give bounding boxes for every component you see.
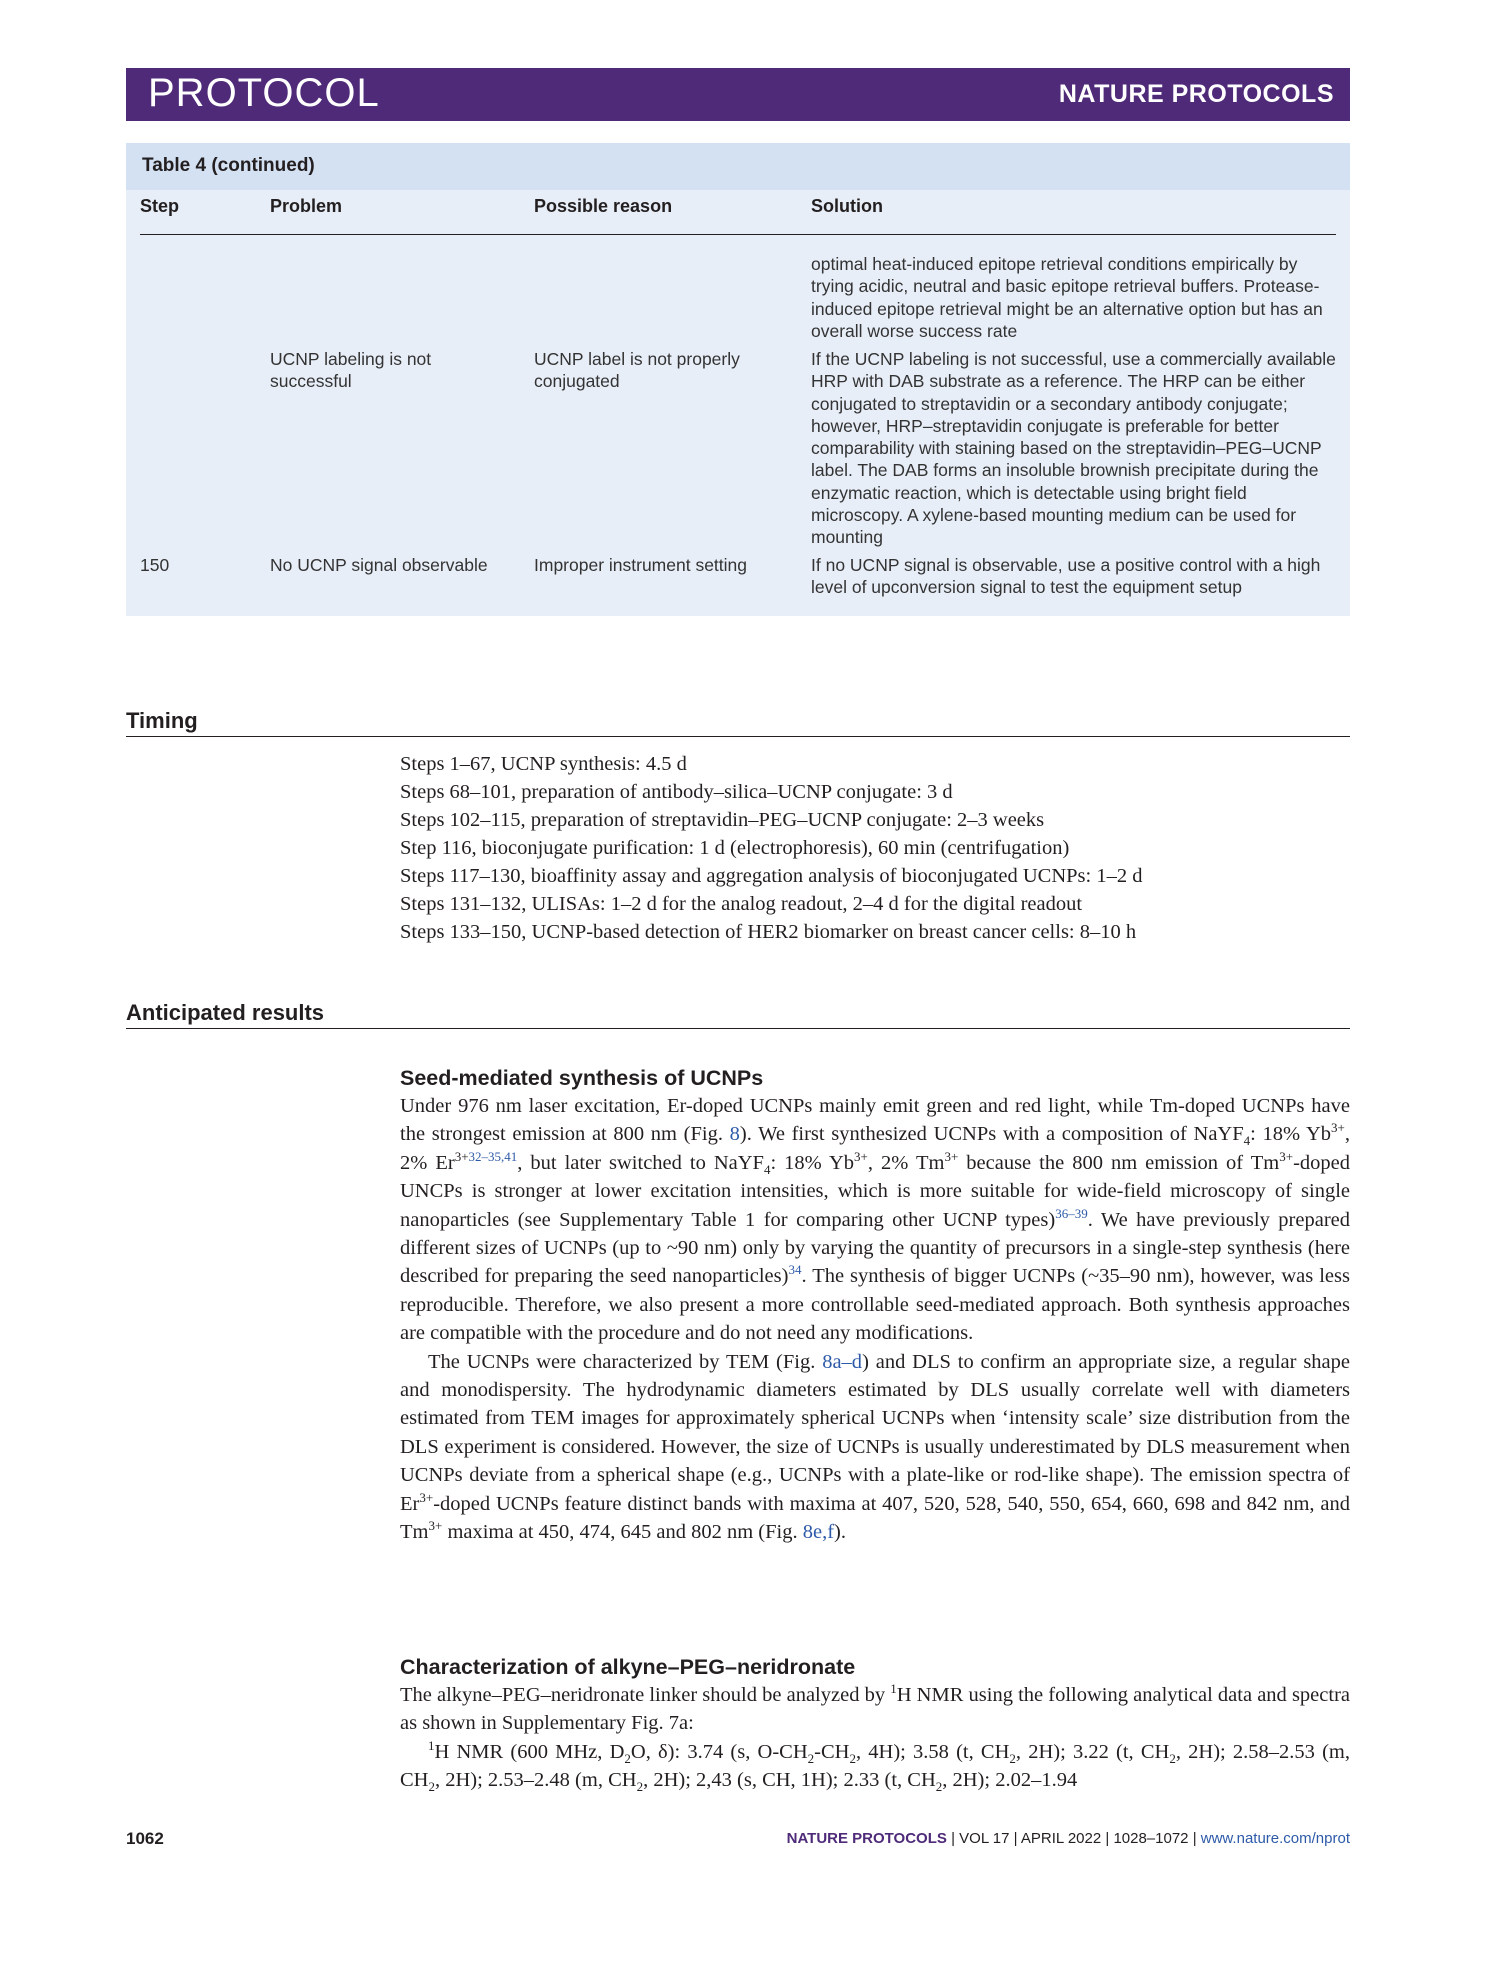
table-cell-reason: Improper instrument setting (534, 555, 748, 575)
timing-heading: Timing (126, 708, 198, 733)
table-title-bar (126, 143, 1350, 190)
subsection-heading: Characterization of alkyne–PEG–neridronate (400, 1655, 856, 1679)
table-cell-problem: No UCNP signal observable (270, 555, 488, 575)
table-cell-solution: If the UCNP labeling is not successful, use a commercially available HRP with DAB substrate as a reference. The HRP can be either conjugated to streptavidin or a secondary antibody conjugate; however, HRP–streptavidin conjugate is preferable for better comparability with staining based on the streptavidin–PEG–UCNP label. The DAB forms an insoluble brownish precipitate during the enzymatic reaction, which is detectable using bright field microscopy. A xylene-based mounting medium can be used for mounting (811, 349, 1336, 548)
page-number: 1062 (126, 1829, 164, 1848)
table-cell-step: 150 (140, 555, 170, 575)
section-label: PROTOCOL (148, 71, 380, 115)
anticipated-results-rule (126, 1028, 1350, 1029)
table-cell-problem: UCNP labeling is not successful (270, 349, 432, 392)
timing-line: Steps 102–115, preparation of streptavidin–PEG–UCNP conjugate: 2–3 weeks (400, 809, 1045, 831)
footer-date: APRIL 2022 (1020, 1830, 1102, 1847)
table-cell-reason: UCNP label is not properly conjugated (534, 349, 740, 392)
page-header (126, 68, 1350, 121)
footer-volume: VOL 17 (959, 1830, 1010, 1847)
anticipated-results-heading: Anticipated results (126, 1000, 325, 1025)
timing-line: Steps 1–67, UCNP synthesis: 4.5 d (400, 753, 687, 775)
timing-line: Steps 131–132, ULISAs: 1–2 d for the analog readout, 2–4 d for the digital readout (400, 893, 1083, 915)
timing-line: Step 116, bioconjugate purification: 1 d (electrophoresis), 60 min (centrifugation) (400, 837, 1070, 859)
column-header-step: Step (140, 196, 180, 216)
column-header-solution: Solution (811, 196, 883, 216)
journal-name: NATURE PROTOCOLS (1058, 80, 1334, 108)
subsection-heading: Seed-mediated synthesis of UCNPs (400, 1066, 764, 1090)
footer-pages: 1028–1072 (1113, 1830, 1189, 1847)
table-cell-solution: If no UCNP signal is observable, use a positive control with a high level of upconversion signal to test the equipment setup (811, 555, 1321, 598)
column-header-problem: Problem (270, 196, 343, 216)
table-header-rule (140, 234, 1336, 235)
body-paragraph: Under 976 nm laser excitation, Er-doped UCNPs mainly emit green and red light, while Tm-doped UCNPs have the strongest emission at 800 nm (Fig. 8). We first synthesized UCNPs with a composition of NaYF$_4$: 18% $Yb^{3+}$, 2% $Er^{3+32-35,41}$, but later switched to NaYF$_4$: 18% $Yb^{3+}$, 2% $Tm^{3+}$ because the 800 nm emission of $Tm^{3+}$-doped UNCPs is stronger at lower excitation intensities, which is more suitable for wide-field microscopy of single nanoparticles (see Supplementary Table 1 for comparing other UCNP types)$^{36-39}$. We have previously prepared different sizes of UCNPs (up to ~90 nm) only by varying the quantity of precursors in a single-step synthesis (here described for preparing the seed nanoparticles)$^{34}$. The synthesis of bigger UCNPs (~35–90 nm), however, was less reproducible. Therefore, we also present a more controllable seed-mediated approach. Both synthesis approaches are compatible with the procedure and do not need any modifications. The UCNPs were characterized by TEM (Fig. 8a–d) and DLS to confirm an appropriate size, a regular shape and monodispersity. The hydrodynamic diameters estimated by DLS usually correlate well with diameters estimated from TEM images for approximately spherical UCNPs when ‘intensity scale’ size distribution from the DLS experiment is considered. However, the size of UCNPs is usually underestimated by DLS measurement when UCNPs deviate from a spherical shape (e.g., UCNPs with a plate-like or rod-like shape). The emission spectra of $Er^{3+}$-doped UCNPs feature distinct bands with maxima at 407, 520, 528, 540, 550, 654, 660, 698 and 842 nm, and $Tm^{3+}$ maxima at 450, 474, 645 and 802 nm (Fig. 8e,f). (400, 1095, 1350, 1544)
column-header-reason: Possible reason (534, 196, 673, 216)
table-cell-solution: optimal heat-induced epitope retrieval conditions empirically by trying acidic, neutral and basic epitope retrieval buffers. Protease-induced epitope retrieval might be an alternative option but has an overall worse success rate (811, 254, 1323, 341)
body-paragraph: The alkyne–PEG–neridronate linker should be analyzed by $^1$H NMR using the following analytical data and spectra as shown in Supplementary Fig. 7a: $^1$H NMR (600 MHz, $D_2O$, δ): 3.74 (s, $O-CH_2-CH_2$, 4H); 3.58 (t, $CH_2$, 2H); 3.22 (t, $CH_2$, 2H); 2.58–2.53 (m, $CH_2$, 2H); 2.53–2.48 (m, $CH_2$, 2H); 2,43 (s, CH, 1H); 2.33 (t, $CH_2$, 2H); 2.02–1.94 (400, 1681, 1350, 1795)
timing-line: Steps 133–150, UCNP-based detection of HER2 biomarker on breast cancer cells: 8–10 h (400, 921, 1137, 943)
footer-journal: NATURE PROTOCOLS (786, 1830, 947, 1847)
timing-line: Steps 117–130, bioaffinity assay and aggregation analysis of bioconjugated UCNPs: 1–2 d (400, 865, 1143, 887)
timing-line: Steps 68–101, preparation of antibody–silica–UCNP conjugate: 3 d (400, 781, 953, 803)
footer-citation: NATURE PROTOCOLS | VOL 17 | APRIL 2022 | 1028–1072 | www.nature.com/nprot (786, 1830, 1350, 1847)
footer-link[interactable]: www.nature.com/nprot (1200, 1830, 1350, 1847)
table-title: Table 4 (continued) (142, 155, 315, 176)
timing-rule (126, 736, 1350, 737)
